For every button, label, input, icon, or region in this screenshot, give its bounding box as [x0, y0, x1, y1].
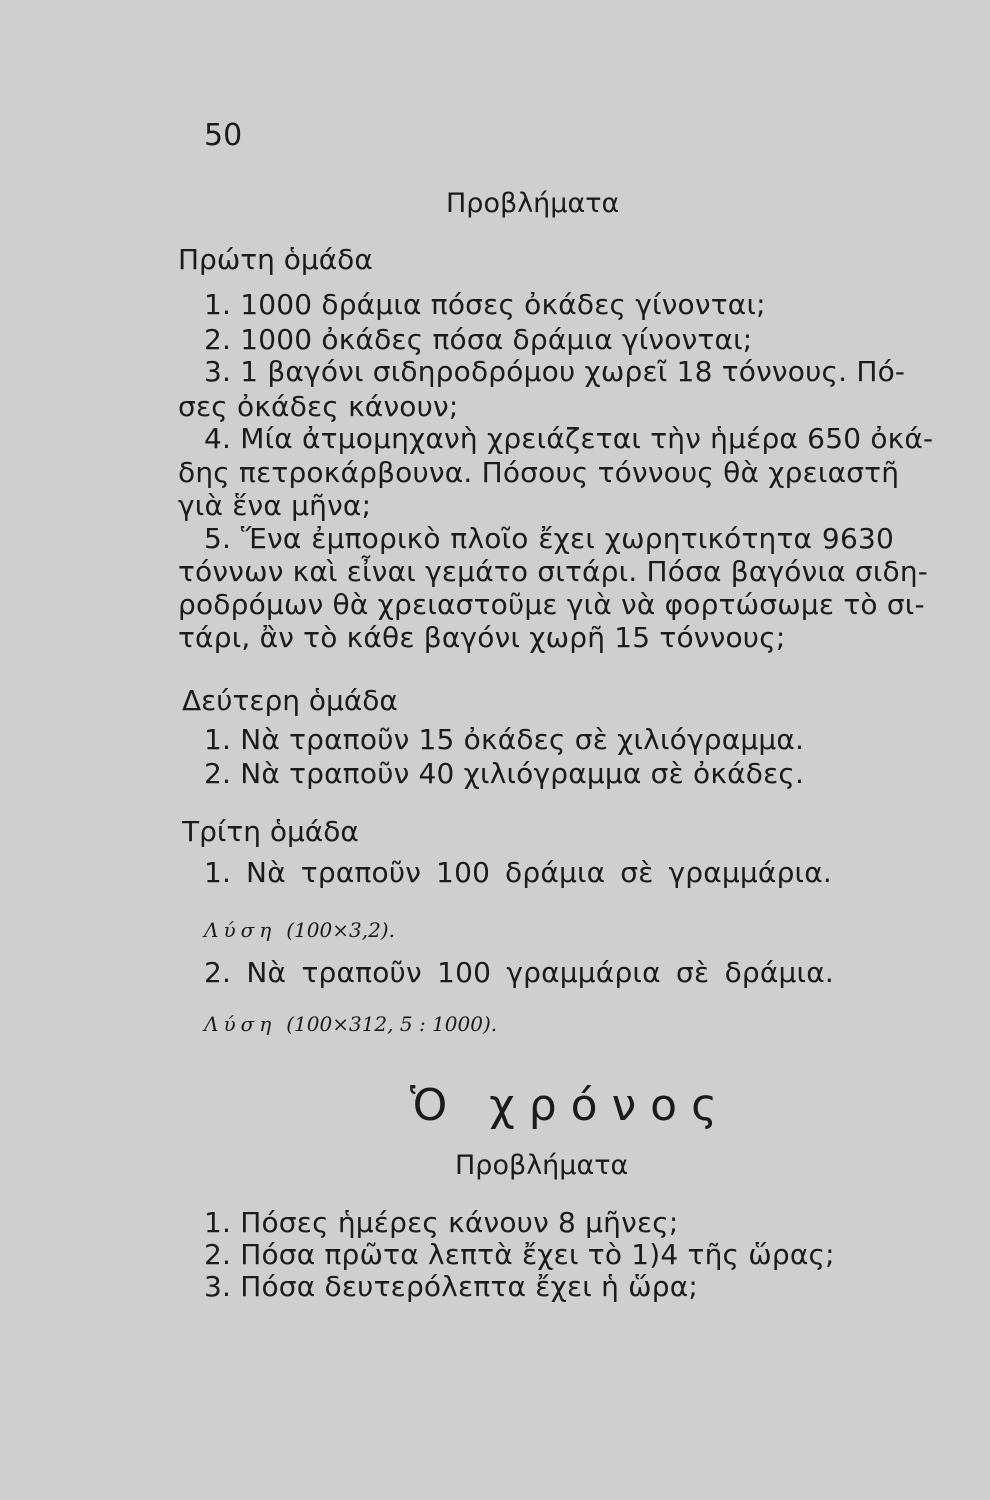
solution-1-formula: (100×3,2).	[286, 918, 395, 942]
group1-line-9: τόννων καὶ εἶναι γεμάτο σιτάρι. Πόσα βαγόνια σιδη-	[178, 555, 929, 588]
group1-line-6: δης πετροκάρβουνα. Πόσους τόννους θὰ χρειαστῆ	[178, 456, 900, 489]
group1-line-11: τάρι, ἂν τὸ κάθε βαγόνι χωρῆ 15 τόννους;	[178, 621, 786, 654]
time-problem-2: 2. Πόσα πρῶτα λεπτὰ ἔχει τὸ 1)4 τῆς ὥρας;	[204, 1238, 835, 1271]
solution-1-label: Λύση	[204, 918, 277, 942]
chapter-title: Ὁ χρόνος	[410, 1080, 731, 1131]
solution-2-label: Λύση	[204, 1012, 277, 1036]
time-problems-heading: Προβλήματα	[455, 1150, 629, 1181]
group3-line-1: 1. Νὰ τραποῦν 100 δράμια σὲ γραμμάρια.	[204, 856, 832, 889]
group3-line-2: 2. Νὰ τραποῦν 100 γραμμάρια σὲ δράμια.	[204, 956, 834, 989]
page-number: 50	[204, 118, 243, 153]
group1-line-8: 5. Ἕνα ἐμπορικὸ πλοῖο ἔχει χωρητικότητα 9630	[204, 522, 894, 555]
group1-title: Πρώτη ὁμάδα	[178, 243, 373, 276]
solution-2-formula: (100×312, 5 : 1000).	[286, 1012, 498, 1036]
group2-line-2: 2. Νὰ τραποῦν 40 χιλιόγραμμα σὲ ὀκάδες.	[204, 757, 805, 790]
solution-1	[204, 918, 395, 942]
solution-2	[204, 1012, 497, 1036]
group3-title: Τρίτη ὁμάδα	[182, 815, 359, 848]
group1-line-5: 4. Μία ἀτμομηχανὴ χρειάζεται τὴν ἡμέρα 650 ὀκά-	[204, 422, 934, 455]
time-problem-1: 1. Πόσες ἡμέρες κάνουν 8 μῆνες;	[204, 1206, 679, 1239]
group1-line-7: γιὰ ἕνα μῆνα;	[178, 489, 372, 522]
group1-line-2: 2. 1000 ὀκάδες πόσα δράμια γίνονται;	[204, 323, 753, 356]
group2-line-1: 1. Νὰ τραποῦν 15 ὀκάδες σὲ χιλιόγραμμα.	[204, 723, 805, 756]
group1-line-10: ροδρόμων θὰ χρειαστοῦμε γιὰ νὰ φορτώσωμε τὸ σι-	[178, 588, 925, 621]
group1-line-4: σες ὀκάδες κάνουν;	[178, 390, 459, 423]
group1-line-3: 3. 1 βαγόνι σιδηροδρόμου χωρεῖ 18 τόννους. Πό-	[204, 355, 906, 388]
group1-line-1: 1. 1000 δράμια πόσες ὀκάδες γίνονται;	[204, 288, 766, 321]
problems-heading: Προβλήματα	[446, 188, 620, 219]
group2-title: Δεύτερη ὁμάδα	[182, 684, 398, 717]
time-problem-3: 3. Πόσα δευτερόλεπτα ἔχει ἡ ὥρα;	[204, 1270, 699, 1303]
